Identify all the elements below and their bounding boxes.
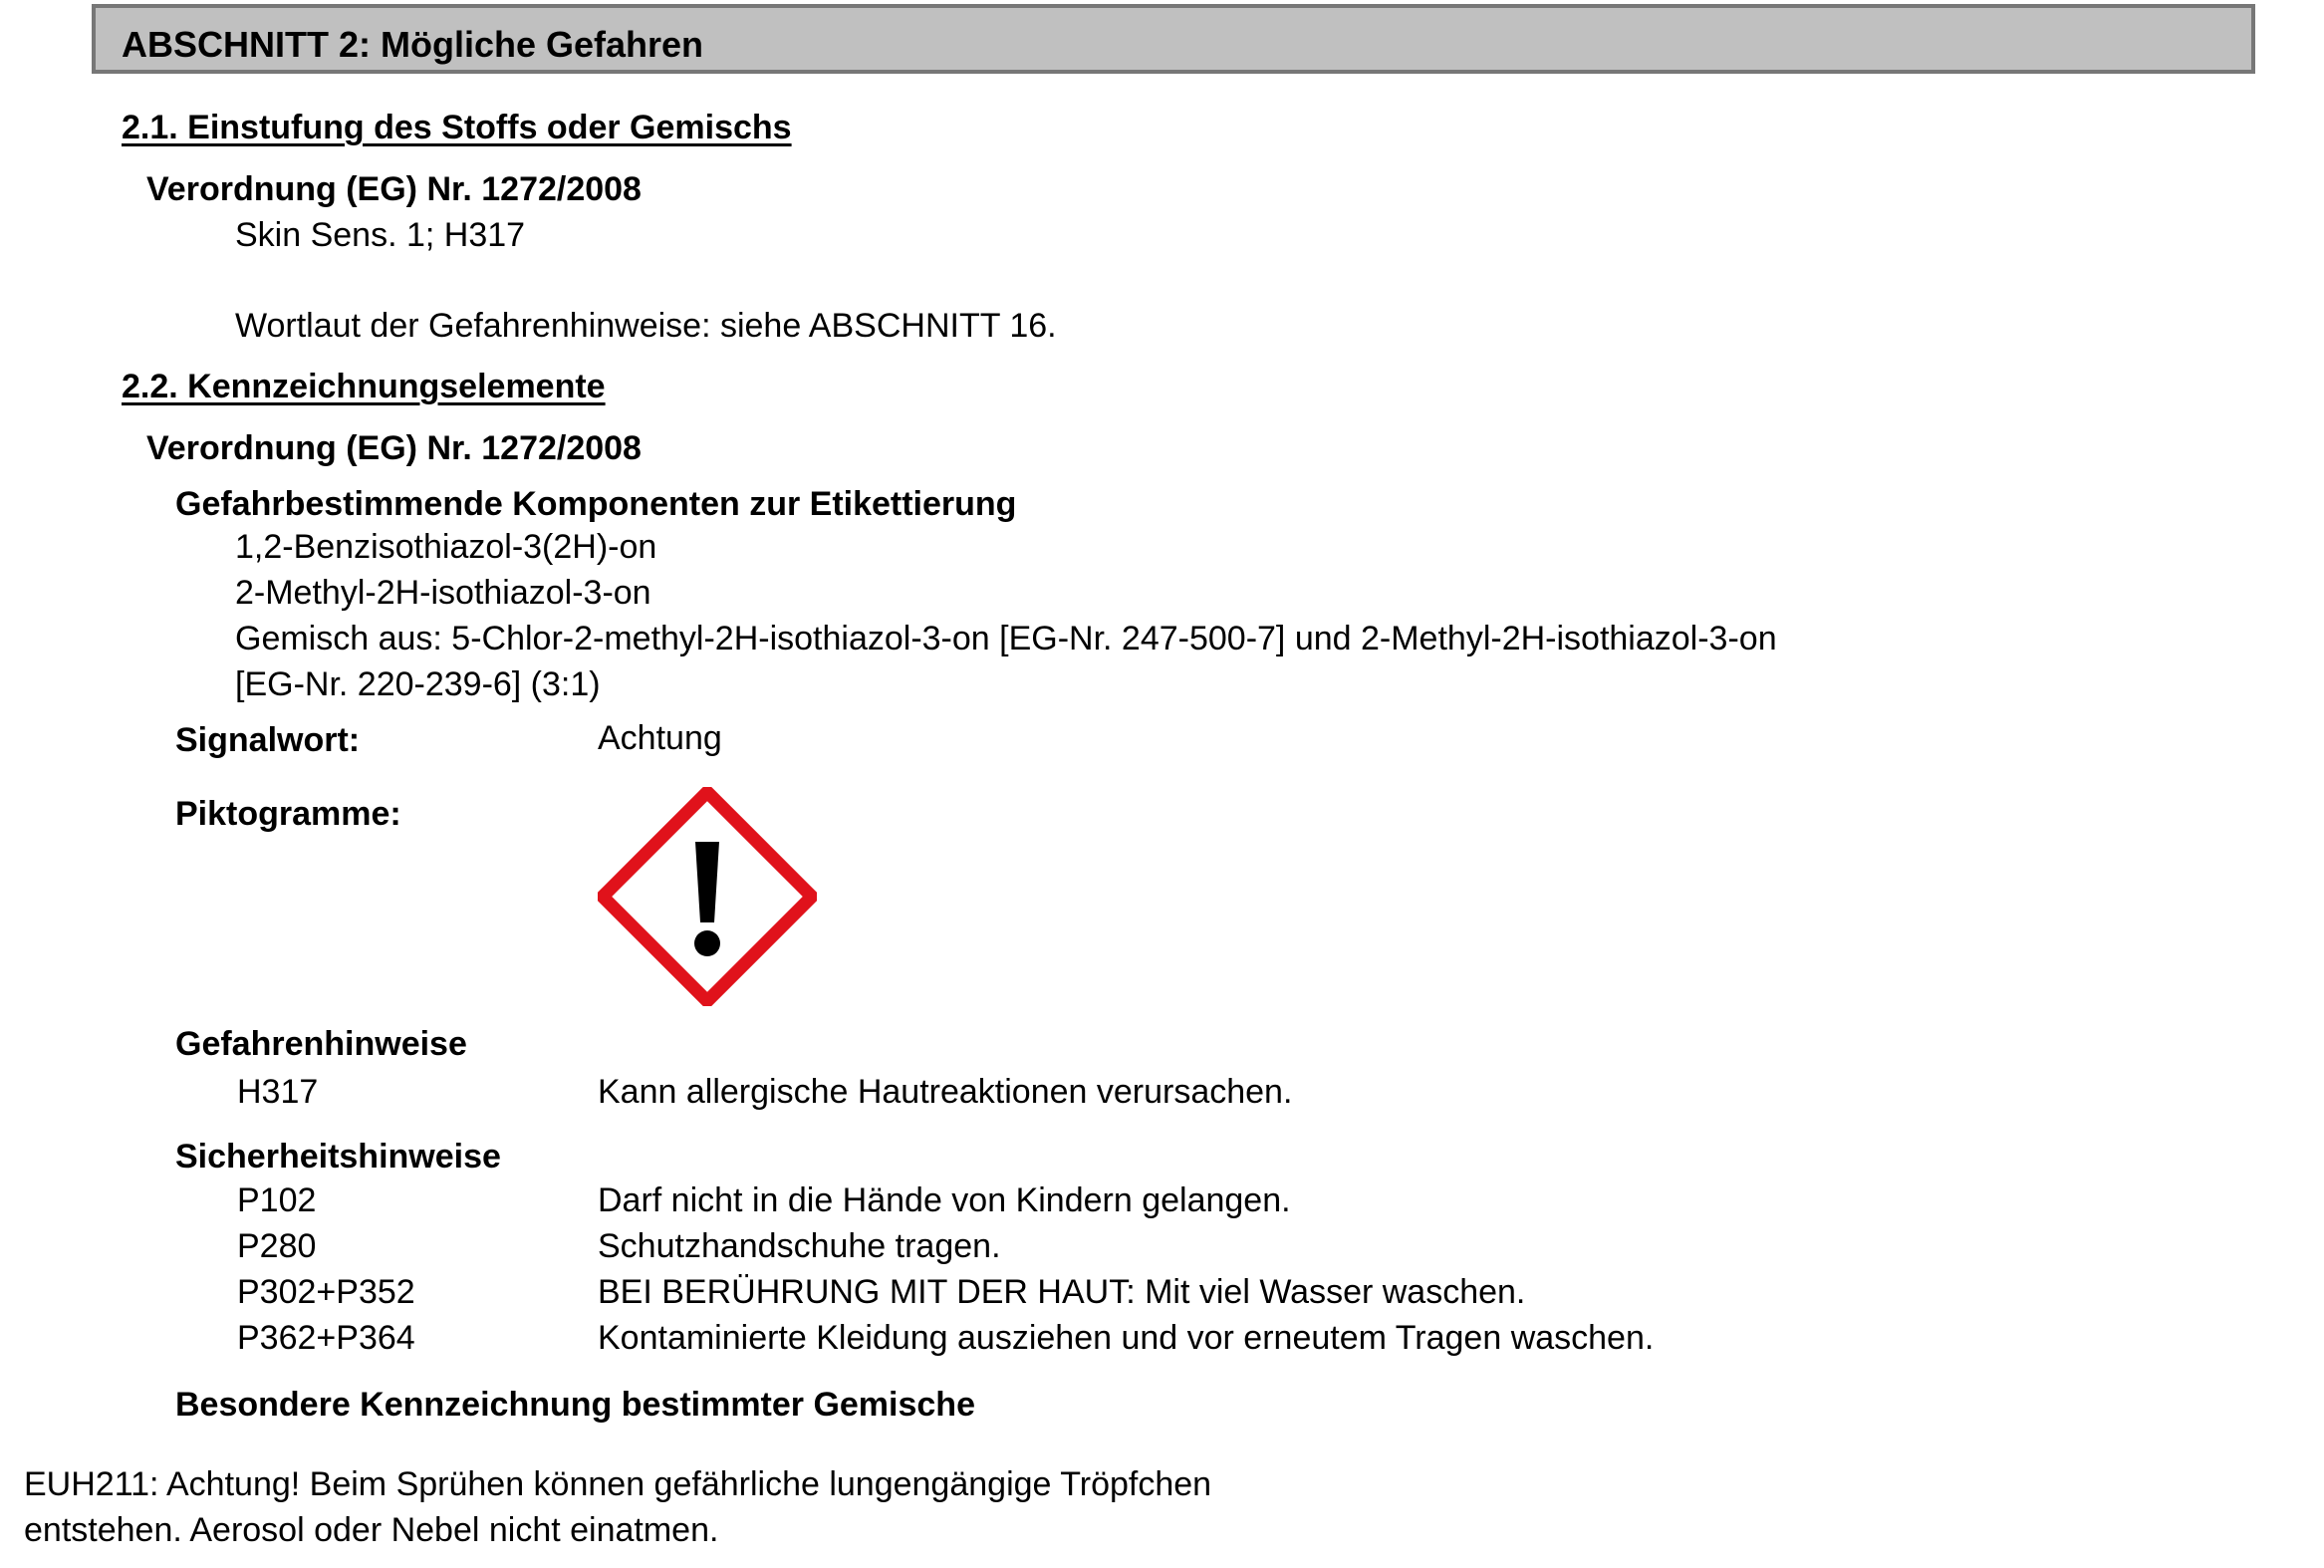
labelling-heading: 2.2. Kennzeichnungselemente <box>122 368 606 405</box>
signal-word-value: Achtung <box>598 719 722 757</box>
classification-heading: 2.1. Einstufung des Stoffs oder Gemischs <box>122 109 792 146</box>
component-item: 2-Methyl-2H-isothiazol-3-on <box>235 574 651 612</box>
precautionary-statements-heading: Sicherheitshinweise <box>175 1138 501 1176</box>
hazard-wording-note: Wortlaut der Gefahrenhinweise: siehe ABSCHNITT 16. <box>235 307 1057 345</box>
special-labelling-text: entstehen. Aerosol oder Nebel nicht einatmen. <box>24 1511 719 1549</box>
precaution-code: P280 <box>237 1227 317 1265</box>
section-title: ABSCHNITT 2: Mögliche Gefahren <box>122 24 704 65</box>
precaution-code: P302+P352 <box>237 1273 415 1311</box>
component-item: Gemisch aus: 5-Chlor-2-methyl-2H-isothiazol-3-on [EG-Nr. 247-500-7] und 2-Methyl-2H-isothiazol-3-on <box>235 620 1777 657</box>
signal-word-label: Signalwort: <box>175 721 361 759</box>
precaution-text: Schutzhandschuhe tragen. <box>598 1227 1001 1265</box>
special-labelling-text: EUH211: Achtung! Beim Sprühen können gefährliche lungengängige Tröpfchen <box>24 1465 1212 1503</box>
hazard-statements-heading: Gefahrenhinweise <box>175 1025 467 1063</box>
classification-regulation: Verordnung (EG) Nr. 1272/2008 <box>146 170 642 208</box>
pictograms-label: Piktogramme: <box>175 795 401 833</box>
precaution-text: Kontaminierte Kleidung ausziehen und vor erneutem Tragen waschen. <box>598 1319 1655 1357</box>
exclamation-mark-hazard-icon <box>598 787 817 1006</box>
precaution-text: BEI BERÜHRUNG MIT DER HAUT: Mit viel Wasser waschen. <box>598 1273 1526 1311</box>
precaution-text: Darf nicht in die Hände von Kindern gelangen. <box>598 1181 1291 1219</box>
hazard-text: Kann allergische Hautreaktionen verursachen. <box>598 1073 1293 1111</box>
component-item: 1,2-Benzisothiazol-3(2H)-on <box>235 528 657 566</box>
precaution-code: P102 <box>237 1181 317 1219</box>
precaution-code: P362+P364 <box>237 1319 415 1357</box>
section-header <box>92 4 2255 74</box>
components-heading: Gefahrbestimmende Komponenten zur Etikettierung <box>175 485 1017 523</box>
special-labelling-heading: Besondere Kennzeichnung bestimmter Gemische <box>175 1386 975 1424</box>
classification-entry: Skin Sens. 1; H317 <box>235 216 526 254</box>
hazard-code: H317 <box>237 1073 319 1111</box>
component-item: [EG-Nr. 220-239-6] (3:1) <box>235 665 601 703</box>
labelling-regulation: Verordnung (EG) Nr. 1272/2008 <box>146 429 642 467</box>
